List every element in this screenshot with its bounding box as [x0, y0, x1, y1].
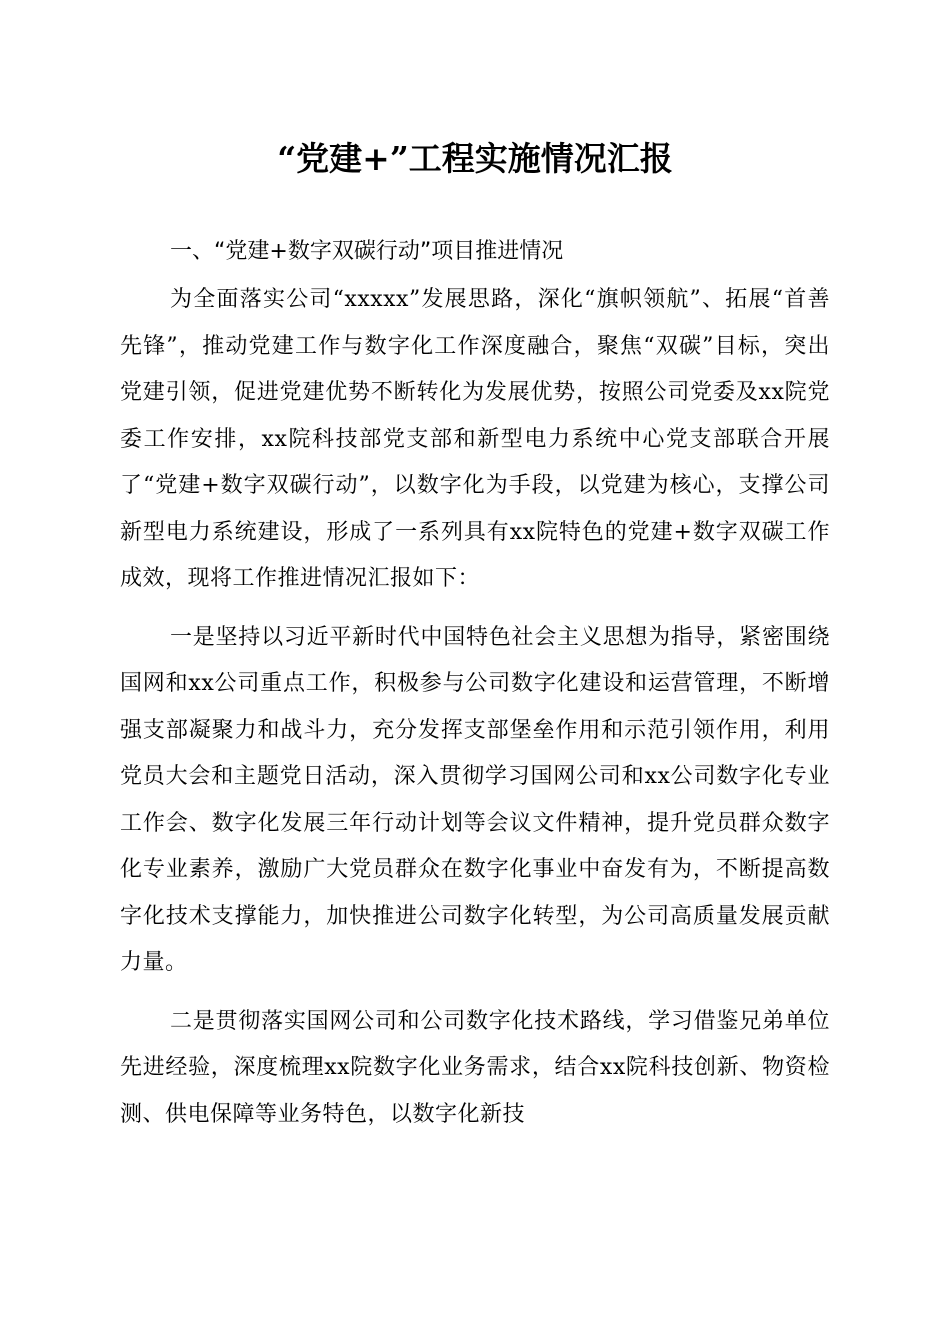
document-title: “党建+”工程实施情况汇报: [277, 139, 673, 178]
section-heading: 一、“党建+数字双碳行动”项目推进情况: [170, 239, 564, 264]
paragraph-point-one: 一是坚持以习近平新时代中国特色社会主义思想为指导，紧密围绕国网和xx公司重点工作，积极参与公司数字化建设和运营管理，不断增强支部凝聚力和战斗力，充分发挥支部堡垒作用和示范引领作用，利用党员大会和主题党日活动，深入贯彻学习国网公司和xx公司数字化专业工作会、数字化发展三年行动计划等会议文件精神，提升党员群众数字化专业素养，激励广大党员群众在数字化事业中奋发有为，不断提高数字化技术支撑能力，加快推进公司数字化转型，为公司高质量发展贡献力量。: [120, 624, 830, 975]
paragraph-point-two: 二是贯彻落实国网公司和公司数字化技术路线，学习借鉴兄弟单位先进经验，深度梳理xx院数字化业务需求，结合xx院科技创新、物资检测、供电保障等业务特色，以数字化新技: [120, 1008, 830, 1127]
document-body: [120, 227, 830, 1138]
paragraph-intro: 为全面落实公司“xxxxx”发展思路，深化“旗帜领航”、拓展“首善先锋”，推动党建工作与数字化工作深度融合，聚焦“双碳”目标，突出党建引领，促进党建优势不断转化为发展优势，按照公司党委及xx院党委工作安排，xx院科技部党支部和新型电力系统中心党支部联合开展了“党建+数字双碳行动”，以数字化为手段，以党建为核心，支撑公司新型电力系统建设，形成了一系列具有xx院特色的党建+数字双碳工作成效，现将工作推进情况汇报如下：: [120, 287, 830, 591]
